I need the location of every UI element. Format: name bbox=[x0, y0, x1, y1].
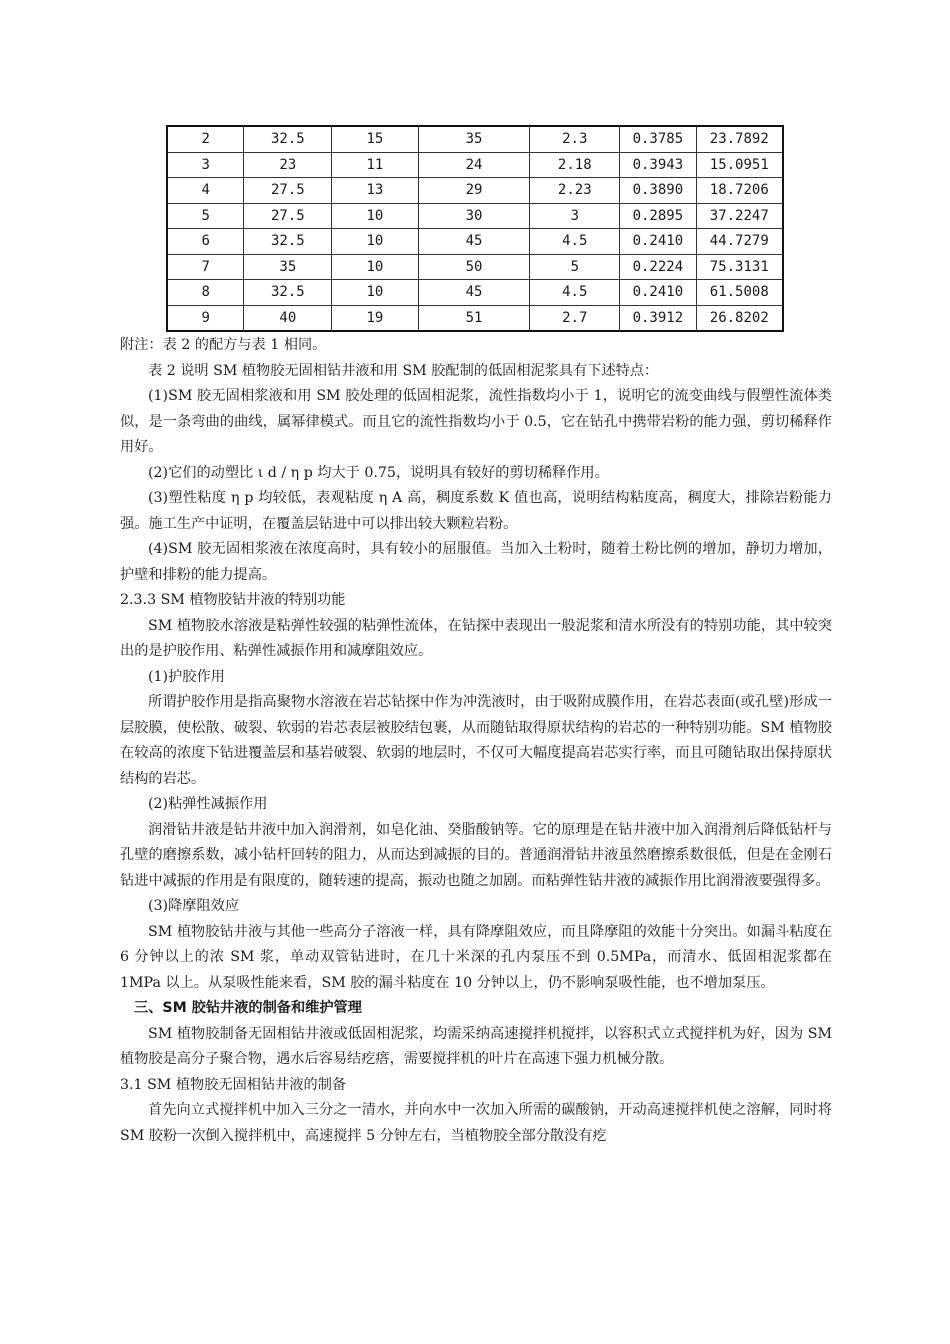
table-cell: 75.3131 bbox=[696, 254, 783, 280]
table-cell: 30 bbox=[418, 203, 530, 229]
point-1: (1)SM 胶无固相浆液和用 SM 胶处理的低固相泥浆，流性指数均小于 1，说明它的流变曲线与假塑性流体类似，是一条弯曲的曲线，属幂律模式。而且它的流性指数均小于 0.5，它在钻孔中携带岩粉的能力强，剪切稀释作用好。 bbox=[120, 388, 832, 455]
table-cell: 13 bbox=[332, 178, 418, 204]
table-cell: 2.23 bbox=[530, 178, 620, 204]
table-cell: 0.3943 bbox=[620, 152, 696, 178]
sub-heading-3: (3)降摩阻效应 bbox=[148, 898, 240, 914]
table-cell: 0.3912 bbox=[620, 305, 696, 331]
point-3: (3)塑性粘度 η p 均较低，表观粘度 η A 高，稠度系数 K 值也高，说明结构粘度高，稠度大，排除岩粉能力强。施工生产中证明，在覆盖层钻进中可以排出较大颗粒岩粉。 bbox=[120, 490, 832, 532]
table-cell: 10 bbox=[332, 203, 418, 229]
table-cell: 32.5 bbox=[244, 229, 332, 255]
table-cell: 45 bbox=[418, 280, 530, 306]
table-cell: 27.5 bbox=[244, 178, 332, 204]
table-cell: 50 bbox=[418, 254, 530, 280]
table-cell: 40 bbox=[244, 305, 332, 331]
table-cell: 0.2895 bbox=[620, 203, 696, 229]
table-note: 附注：表 2 的配方与表 1 相同。 bbox=[120, 337, 327, 353]
table-cell: 2.7 bbox=[530, 305, 620, 331]
table-cell: 2.18 bbox=[530, 152, 620, 178]
table-cell: 15.0951 bbox=[696, 152, 783, 178]
sub-heading-2: (2)粘弹性减振作用 bbox=[148, 796, 268, 812]
table-cell: 2 bbox=[167, 126, 244, 152]
table-cell: 3 bbox=[167, 152, 244, 178]
table-cell: 0.2410 bbox=[620, 229, 696, 255]
table-cell: 26.8202 bbox=[696, 305, 783, 331]
table-cell: 0.2410 bbox=[620, 280, 696, 306]
table-cell: 10 bbox=[332, 280, 418, 306]
table-cell: 37.2247 bbox=[696, 203, 783, 229]
table-cell: 11 bbox=[332, 152, 418, 178]
table-cell: 32.5 bbox=[244, 280, 332, 306]
table-cell: 0.3785 bbox=[620, 126, 696, 152]
table-cell: 35 bbox=[244, 254, 332, 280]
table-cell: 44.7279 bbox=[696, 229, 783, 255]
table-cell: 4.5 bbox=[530, 280, 620, 306]
table-cell: 27.5 bbox=[244, 203, 332, 229]
table-cell: 24 bbox=[418, 152, 530, 178]
data-table bbox=[166, 125, 784, 332]
table-cell: 10 bbox=[332, 254, 418, 280]
sub-1-paragraph: 所谓护胶作用是指高聚物水溶液在岩芯钻探中作为冲洗液时，由于吸附成膜作用，在岩芯表面(或孔壁)形成一层胶膜，使松散、破裂、软弱的岩芯表层被胶结包裹，从而随钻取得原状结构的岩芯的一种特别功能。SM 植物胶在较高的浓度下钻进覆盖层和基岩破裂、软弱的地层时，不仅可大幅度提高岩芯实行率，而且可随钻取出保持原状结构的岩芯。 bbox=[120, 694, 832, 787]
sub-heading-1: (1)护胶作用 bbox=[148, 668, 225, 685]
section-heading-3: 三、SM 胶钻井液的制备和维护管理 bbox=[134, 1000, 362, 1016]
table-row bbox=[167, 203, 783, 229]
table-cell: 45 bbox=[418, 229, 530, 255]
table-row bbox=[167, 126, 783, 152]
table-cell: 51 bbox=[418, 305, 530, 331]
table-cell: 10 bbox=[332, 229, 418, 255]
table-cell: 4.5 bbox=[530, 229, 620, 255]
intro-paragraph: 表 2 说明 SM 植物胶无固相钻井液和用 SM 胶配制的低固相泥浆具有下述特点： bbox=[148, 362, 659, 379]
table-row bbox=[167, 229, 783, 255]
table-cell: 0.3890 bbox=[620, 178, 696, 204]
table-cell: 15 bbox=[332, 126, 418, 152]
point-2: (2)它们的动塑比 ι d / η p 均大于 0.75，说明具有较好的剪切稀释作用。 bbox=[148, 464, 609, 481]
table-cell: 6 bbox=[167, 229, 244, 255]
section-3-1-paragraph: 首先向立式搅拌机中加入三分之一清水，并向水中一次加入所需的碳酸钠，开动高速搅拌机使之溶解，同时将 SM 胶粉一次倒入搅拌机中，高速搅拌 5 分钟左右，当植物胶全部分散没有疙 bbox=[120, 1102, 832, 1144]
table-cell: 4 bbox=[167, 178, 244, 204]
table-cell: 61.5008 bbox=[696, 280, 783, 306]
table-cell: 3 bbox=[530, 203, 620, 229]
table-cell: 29 bbox=[418, 178, 530, 204]
table-cell: 9 bbox=[167, 305, 244, 331]
section-heading-3-1: 3.1 SM 植物胶无固相钻井液的制备 bbox=[120, 1076, 347, 1093]
table-row bbox=[167, 152, 783, 178]
table-cell: 18.7206 bbox=[696, 178, 783, 204]
table-cell: 5 bbox=[167, 203, 244, 229]
table-cell: 2.3 bbox=[530, 126, 620, 152]
table-cell: 19 bbox=[332, 305, 418, 331]
sub-2-paragraph: 润滑钻井液是钻井液中加入润滑剂，如皂化油、癸脂酸钠等。它的原理是在钻井液中加入润滑剂后降低钻杆与孔壁的磨擦系数，减小钻杆回转的阻力，从而达到减振的目的。普通润滑钻井液虽然磨擦系数很低，但是在金刚石钻进中减振的作用是有限度的，随转速的提高，振动也随之加剧。而粘弹性钻井液的减振作用比润滑液要强得多。 bbox=[120, 821, 832, 889]
section-3-paragraph: SM 植物胶制备无固相钻井液或低固相泥浆，均需采纳高速搅拌机搅拌，以容积式立式搅拌机为好，因为 SM 植物胶是高分子聚合物，遇水后容易结疙瘩，需要搅拌机的叶片在高速下强力机械分散。 bbox=[120, 1025, 832, 1067]
section-2-3-3-paragraph: SM 植物胶水溶液是粘弹性较强的粘弹性流体，在钻探中表现出一般泥浆和清水所没有的特别功能，其中较突出的是护胶作用、粘弹性减振作用和减摩阻效应。 bbox=[120, 617, 832, 659]
table-body bbox=[167, 126, 783, 331]
sub-3-paragraph: SM 植物胶钻井液与其他一些高分子溶液一样，具有降摩阻效应，而且降摩阻的效能十分突出。如漏斗粘度在 6 分钟以上的浓 SM 浆，单动双管钻进时，在几十米深的孔内泵压不到 0.5MPa，而清水、低固相泥浆都在 1MPa 以上。从泵吸性能来看，SM 胶的漏斗粘度在 10 分钟以上，仍不影响泵吸性能，也不增加泵压。 bbox=[120, 923, 832, 991]
point-4: (4)SM 胶无固相浆液在浓度高时，具有较小的屈服值。当加入土粉时，随着土粉比例的增加，静切力增加，护壁和排粉的能力提高。 bbox=[120, 541, 832, 583]
table-row bbox=[167, 254, 783, 280]
section-heading-2-3-3: 2.3.3 SM 植物胶钻井液的特别功能 bbox=[120, 592, 346, 608]
table-row bbox=[167, 280, 783, 306]
table-cell: 32.5 bbox=[244, 126, 332, 152]
table-cell: 8 bbox=[167, 280, 244, 306]
table-cell: 7 bbox=[167, 254, 244, 280]
table-cell: 23 bbox=[244, 152, 332, 178]
table-cell: 35 bbox=[418, 126, 530, 152]
table-row bbox=[167, 178, 783, 204]
table-row bbox=[167, 305, 783, 331]
table-cell: 5 bbox=[530, 254, 620, 280]
table-cell: 23.7892 bbox=[696, 126, 783, 152]
table-cell: 0.2224 bbox=[620, 254, 696, 280]
body-text bbox=[120, 333, 832, 1149]
